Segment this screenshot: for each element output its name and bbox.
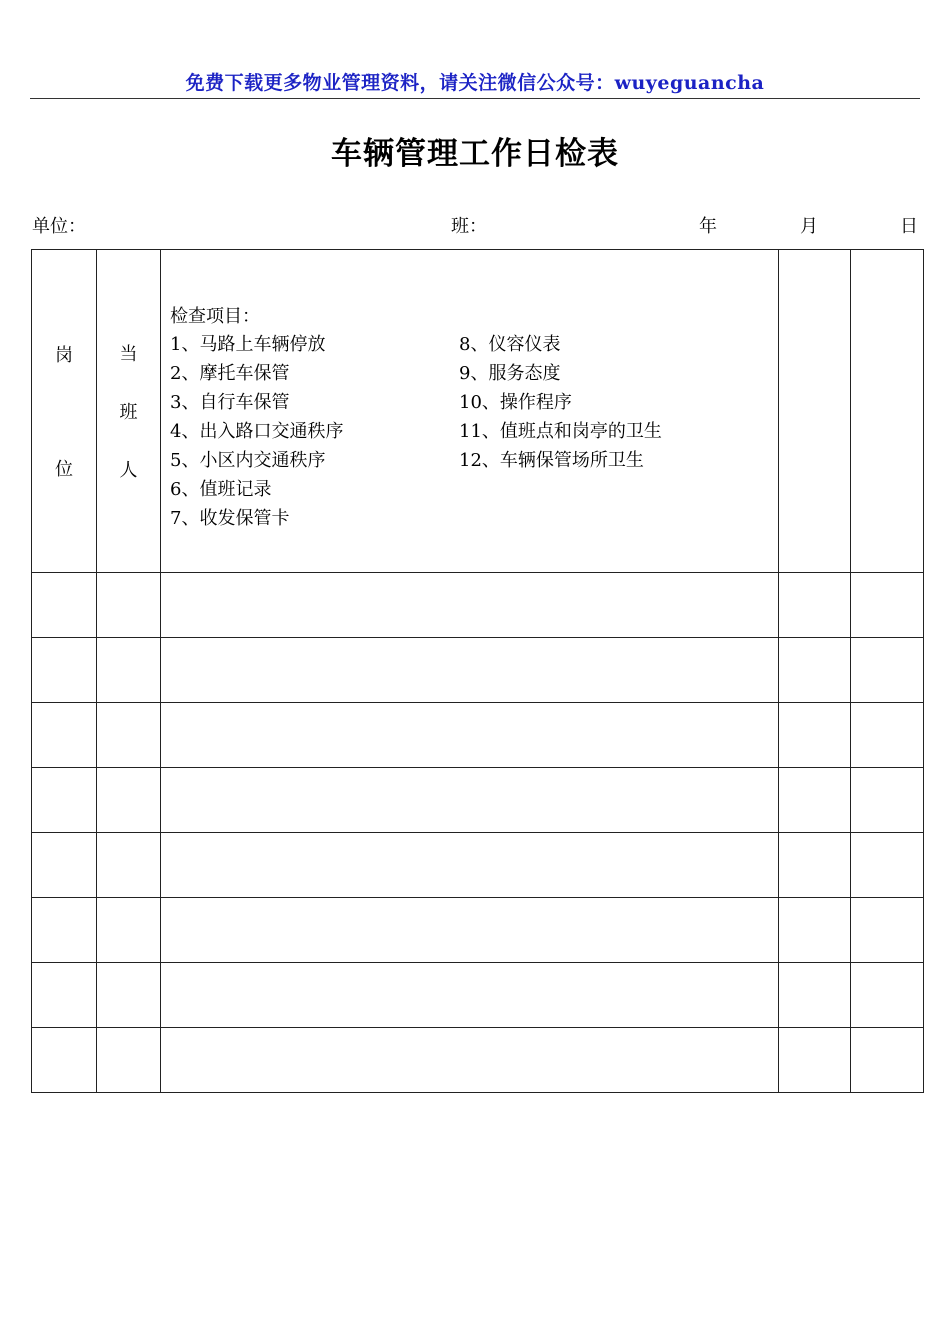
post-header-char: 位 [55,459,73,480]
post-cell[interactable] [32,768,97,833]
person-cell[interactable] [97,833,161,898]
items-cell[interactable] [161,573,779,638]
table-row [32,638,924,703]
inspection-item: 3、自行车保管 [170,392,290,413]
person-cell[interactable] [97,1028,161,1093]
post-cell[interactable] [32,703,97,768]
post-cell[interactable] [32,963,97,1028]
table-row [32,833,924,898]
person-cell[interactable] [97,703,161,768]
inspection-item: 4、出入路口交通秩序 [170,421,344,442]
remark-cell[interactable] [851,573,924,638]
remark-cell[interactable] [851,638,924,703]
score-cell[interactable] [779,638,851,703]
year-label: 年 [699,216,717,237]
inspection-table [31,249,924,1093]
inspection-items-right [459,330,662,475]
remark-cell[interactable] [851,898,924,963]
score-cell[interactable] [779,768,851,833]
score-cell[interactable] [779,703,851,768]
person-header-cell [97,250,161,573]
score-header-cell [779,250,851,573]
inspection-item: 7、收发保管卡 [170,508,290,529]
remark-cell[interactable] [851,703,924,768]
unit-label: 单位： [32,216,86,237]
banner-divider [30,98,920,99]
person-cell[interactable] [97,768,161,833]
post-cell[interactable] [32,1028,97,1093]
person-header-label [120,340,138,482]
inspection-item: 9、服务态度 [459,363,561,384]
document-title: 车辆管理工作日检表 [331,136,619,172]
table-row [32,898,924,963]
score-cell[interactable] [779,963,851,1028]
promo-banner: 免费下载更多物业管理资料，请关注微信公众号：wuyeguancha [185,72,765,94]
inspection-item: 12、车辆保管场所卫生 [459,450,644,471]
day-label: 日 [900,216,918,237]
remark-header-cell [851,250,924,573]
table-header-row [32,250,924,573]
inspection-items-left [170,330,343,533]
person-header-char: 当 [119,344,138,365]
month-label: 月 [800,216,818,237]
remark-cell[interactable] [851,768,924,833]
post-cell[interactable] [32,833,97,898]
items-cell[interactable] [161,703,779,768]
table-row [32,963,924,1028]
table-row [32,1028,924,1093]
post-header-cell [32,250,97,573]
inspection-item: 2、摩托车保管 [170,363,290,384]
person-cell[interactable] [97,898,161,963]
items-cell[interactable] [161,963,779,1028]
post-header-char: 岗 [55,345,73,366]
score-cell[interactable] [779,1028,851,1093]
person-cell[interactable] [97,963,161,1028]
remark-cell[interactable] [851,963,924,1028]
post-cell[interactable] [32,898,97,963]
remark-cell[interactable] [851,1028,924,1093]
person-cell[interactable] [97,573,161,638]
items-cell[interactable] [161,768,779,833]
inspection-item: 10、操作程序 [459,392,572,413]
score-cell[interactable] [779,898,851,963]
table-row [32,768,924,833]
score-cell[interactable] [779,573,851,638]
person-cell[interactable] [97,638,161,703]
inspection-items-heading: 检查项目： [170,306,260,327]
post-header-label [55,341,73,481]
inspection-item: 1、马路上车辆停放 [170,334,326,355]
inspection-item: 8、仪容仪表 [459,334,561,355]
inspection-items-cell [161,250,779,573]
person-header-char: 班 [119,402,138,423]
post-cell[interactable] [32,573,97,638]
shift-label: 班： [451,216,487,237]
items-cell[interactable] [161,1028,779,1093]
table-row [32,573,924,638]
score-cell[interactable] [779,833,851,898]
post-cell[interactable] [32,638,97,703]
remark-cell[interactable] [851,833,924,898]
person-header-char: 人 [119,460,138,481]
items-cell[interactable] [161,638,779,703]
items-cell[interactable] [161,833,779,898]
items-cell[interactable] [161,898,779,963]
table-row [32,703,924,768]
inspection-item: 11、值班点和岗亭的卫生 [459,421,662,442]
inspection-item: 5、小区内交通秩序 [170,450,326,471]
inspection-item: 6、值班记录 [170,479,272,500]
